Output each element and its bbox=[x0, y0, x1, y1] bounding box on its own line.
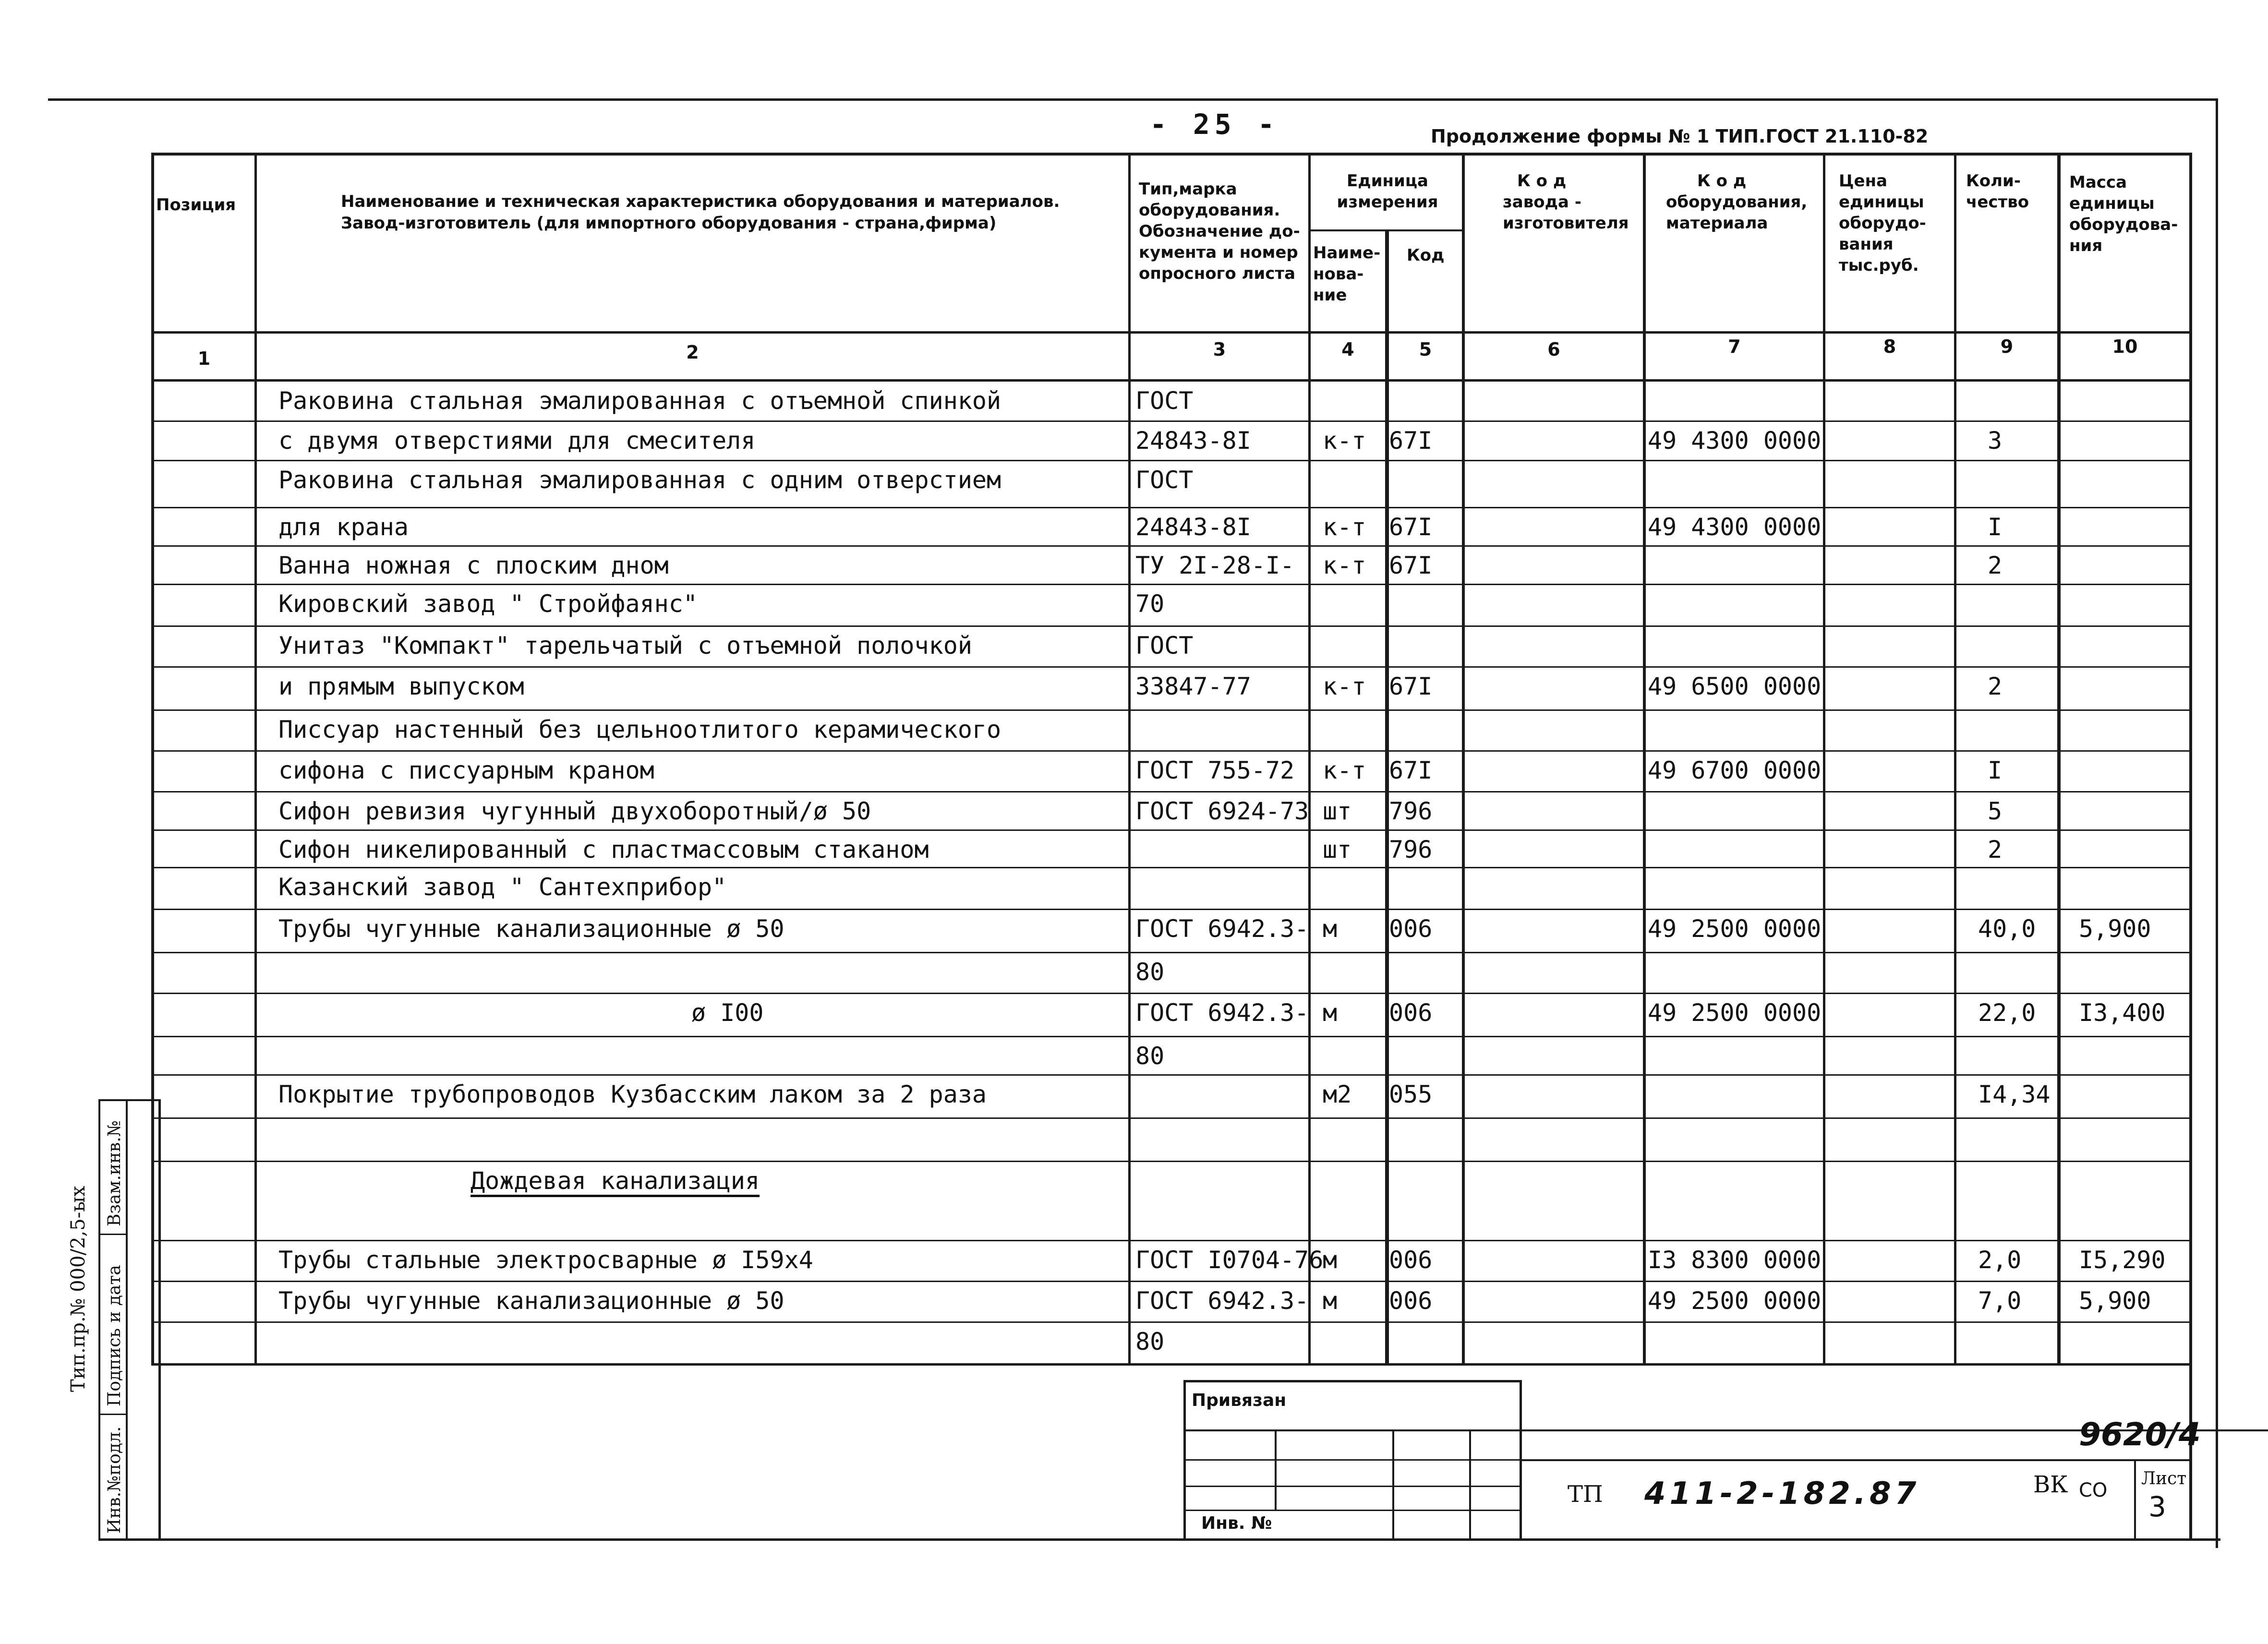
header-mass-line: единицы bbox=[2069, 194, 2155, 213]
col-line-0 bbox=[151, 153, 154, 1366]
column-number: 5 bbox=[1419, 339, 1432, 360]
row-separator bbox=[154, 909, 2192, 910]
col-line-9 bbox=[2057, 153, 2061, 1366]
cell-equip: 49 2500 0000 bbox=[1648, 999, 1822, 1027]
cell-name: Ванна ножная с плоским дном bbox=[278, 552, 669, 579]
cell-mass: I5,290 bbox=[2079, 1246, 2166, 1274]
column-number: 1 bbox=[197, 348, 211, 369]
header-quantity-line: Коли- bbox=[1966, 171, 2021, 191]
cell-type: ТУ 2I-28-I- bbox=[1135, 552, 1295, 579]
stamp-grid-v2 bbox=[1392, 1429, 1394, 1541]
header-equipment-line: материала bbox=[1666, 214, 1768, 233]
col-line-1 bbox=[254, 153, 257, 1366]
header-equipment-line: оборудования, bbox=[1666, 192, 1808, 212]
column-number: 4 bbox=[1341, 339, 1354, 360]
stamp-grid-v3 bbox=[1469, 1429, 1471, 1541]
header-type-line: кумента и номер bbox=[1139, 243, 1298, 262]
cell-unit: к-т bbox=[1323, 552, 1366, 579]
cell-type: 80 bbox=[1135, 1042, 1165, 1070]
col-line-2 bbox=[1128, 153, 1131, 1366]
header-equipment-line: К о д bbox=[1697, 171, 1747, 191]
row-separator bbox=[154, 584, 2192, 585]
cell-name: Покрытие трубопроводов Кузбасским лаком за 2 раза bbox=[278, 1080, 987, 1108]
side-strip-outer-line bbox=[158, 1099, 161, 1541]
cell-type: ГОСТ 6942.3- bbox=[1135, 999, 1309, 1027]
header-unit-line: измерения bbox=[1337, 192, 1438, 212]
row-separator bbox=[154, 709, 2192, 711]
cell-name: Казанский завод " Сантехприбор" bbox=[278, 873, 727, 901]
cell-code: 67I bbox=[1389, 672, 1433, 700]
header-mass-line: Масса bbox=[2069, 173, 2127, 192]
side-strip-left-line bbox=[98, 1099, 100, 1541]
page-top-border bbox=[48, 98, 2218, 101]
cell-type: ГОСТ 6924-73 bbox=[1135, 797, 1309, 825]
row-separator bbox=[154, 829, 2192, 831]
cell-name: Раковина стальная эмалированная с отъемной спинкой bbox=[278, 387, 1001, 415]
cell-code: 67I bbox=[1389, 427, 1433, 455]
cell-type: 70 bbox=[1135, 590, 1165, 618]
cell-name: Трубы стальные электросварные ø I59x4 bbox=[278, 1246, 813, 1274]
cell-type: 24843-8I bbox=[1135, 513, 1251, 541]
cell-unit: шт bbox=[1323, 797, 1352, 825]
header-name-line2: Завод-изготовитель (для импортного оборудования - страна,фирма) bbox=[341, 214, 997, 233]
side-strip-top-line bbox=[98, 1099, 158, 1101]
header-position: Позиция bbox=[156, 195, 236, 215]
row-separator bbox=[154, 791, 2192, 792]
column-number: 6 bbox=[1547, 339, 1560, 360]
side-strip-split-1 bbox=[98, 1234, 127, 1235]
header-mass-line: оборудова- bbox=[2069, 215, 2178, 234]
sheet-label: Лист bbox=[2141, 1469, 2187, 1488]
side-strip-bottom bbox=[98, 1538, 2220, 1541]
row-separator bbox=[154, 1281, 2192, 1282]
table-bottom-line bbox=[154, 1363, 2192, 1366]
inventory-label: Инв. № bbox=[1201, 1513, 1272, 1533]
cell-type: 24843-8I bbox=[1135, 427, 1251, 455]
cell-unit: шт bbox=[1323, 836, 1352, 864]
cell-equip: 49 6700 0000 bbox=[1648, 756, 1822, 784]
cell-type: ГОСТ bbox=[1135, 466, 1194, 494]
header-price-line: оборудо- bbox=[1839, 214, 1926, 233]
cell-qty: I bbox=[1988, 513, 2003, 541]
cell-qty: 2 bbox=[1988, 552, 2003, 579]
cell-name: с двумя отверстиями для смесителя bbox=[278, 427, 756, 455]
cell-type: 80 bbox=[1135, 958, 1165, 986]
row-separator bbox=[154, 1161, 2192, 1162]
cell-unit: м2 bbox=[1323, 1080, 1352, 1108]
stamp-top-line bbox=[1183, 1380, 1520, 1382]
table-top-line bbox=[154, 153, 2192, 156]
col-line-4 bbox=[1385, 229, 1389, 1366]
row-separator bbox=[154, 1074, 2192, 1076]
cell-name: сифона с писсуарным краном bbox=[278, 756, 654, 784]
col-line-5 bbox=[1462, 153, 1465, 1366]
header-price-line: Цена bbox=[1839, 171, 1888, 191]
row-separator bbox=[154, 507, 2192, 508]
header-price-line: тыс.руб. bbox=[1839, 256, 1919, 275]
header-factory-line: К о д bbox=[1517, 171, 1567, 191]
column-number: 3 bbox=[1213, 339, 1226, 360]
side-stamp-number: Тип.пр.№ 000/2,5-ых bbox=[67, 1186, 89, 1392]
header-type-line: Обозначение до- bbox=[1139, 222, 1300, 241]
stamp-right-top-line bbox=[1520, 1459, 2192, 1461]
row-separator bbox=[154, 1036, 2192, 1037]
column-number: 7 bbox=[1728, 336, 1741, 357]
header-bottom-line bbox=[154, 331, 2192, 334]
header-unit-group bbox=[1330, 170, 1445, 213]
header-type-line: Тип,марка bbox=[1139, 180, 1237, 199]
row-separator bbox=[154, 750, 2192, 752]
row-separator bbox=[154, 545, 2192, 547]
cell-qty: 40,0 bbox=[1978, 915, 2036, 943]
header-mass-line: ния bbox=[2069, 236, 2103, 255]
col-line-8 bbox=[1954, 153, 1956, 1366]
column-number: 10 bbox=[2112, 336, 2138, 357]
cell-unit: к-т bbox=[1323, 756, 1366, 784]
cell-unit: м bbox=[1323, 999, 1338, 1027]
header-unit-name-line: нова- bbox=[1313, 264, 1364, 284]
cell-name: Унитаз "Компакт" тарельчатый с отъемной полочкой bbox=[278, 632, 972, 660]
side-strip-right-line bbox=[126, 1099, 128, 1541]
cell-qty: 22,0 bbox=[1978, 999, 2036, 1027]
cell-code: 006 bbox=[1389, 999, 1433, 1027]
col-line-7 bbox=[1823, 153, 1825, 1366]
cell-unit: к-т bbox=[1323, 672, 1366, 700]
header-name-line1: Наименование и техническая характеристика оборудования и материалов. bbox=[341, 192, 1060, 211]
cell-qty: I bbox=[1988, 756, 2003, 784]
header-unit-name-line: ние bbox=[1313, 286, 1347, 305]
cell-qty: 2,0 bbox=[1978, 1246, 2022, 1274]
cell-name: и прямым выпуском bbox=[278, 672, 524, 700]
cell-unit: м bbox=[1323, 1287, 1338, 1315]
form-continuation-note: Продолжение формы № 1 ТИП.ГОСТ 21.110-82 bbox=[1431, 126, 1929, 147]
row-separator bbox=[154, 867, 2192, 868]
side-label-inv: Инв.№подл. bbox=[105, 1426, 124, 1534]
header-unit-code: Код bbox=[1407, 246, 1445, 265]
cell-name: Писсуар настенный без цельноотлитого керамического bbox=[278, 716, 1001, 744]
row-separator bbox=[154, 460, 2192, 461]
row-separator bbox=[154, 993, 2192, 994]
section-sub-label: СО bbox=[2079, 1479, 2108, 1501]
document-number: 411-2-182.87 bbox=[1644, 1476, 1920, 1512]
page-number: - 25 - bbox=[1150, 108, 1279, 141]
cell-equip: 49 2500 0000 bbox=[1648, 915, 1822, 943]
cell-unit: к-т bbox=[1323, 427, 1366, 455]
cell-mass: 5,900 bbox=[2079, 915, 2151, 943]
cell-code: 055 bbox=[1389, 1080, 1433, 1108]
section-label: ВК bbox=[2033, 1471, 2068, 1498]
cell-name: Сифон никелированный с пластмассовым стаканом bbox=[278, 836, 929, 864]
header-unit-name-line: Наиме- bbox=[1313, 243, 1381, 263]
cell-mass: I3,400 bbox=[2079, 999, 2166, 1027]
header-price-line: вания bbox=[1839, 235, 1894, 254]
row-separator bbox=[154, 420, 2192, 422]
cell-type: ГОСТ bbox=[1135, 387, 1194, 415]
col-line-10 bbox=[2189, 153, 2192, 1366]
cell-code: 67I bbox=[1389, 756, 1433, 784]
cell-unit: м bbox=[1323, 915, 1338, 943]
column-number: 2 bbox=[686, 342, 699, 363]
cell-equip: 49 4300 0000 bbox=[1648, 513, 1822, 541]
tp-label: ТП bbox=[1568, 1481, 1603, 1508]
header-quantity-line: чество bbox=[1966, 192, 2029, 212]
cell-name: Трубы чугунные канализационные ø 50 bbox=[278, 915, 784, 943]
cell-name: ø I00 bbox=[691, 999, 764, 1027]
header-factory-code bbox=[1503, 170, 1629, 234]
page-right-border bbox=[2216, 98, 2218, 1548]
cell-type: ГОСТ 6942.3- bbox=[1135, 1287, 1309, 1315]
row-separator bbox=[154, 1321, 2192, 1323]
header-factory-line: изготовителя bbox=[1503, 214, 1629, 233]
cell-unit: к-т bbox=[1323, 513, 1366, 541]
cell-type: ГОСТ 6942.3- bbox=[1135, 915, 1309, 943]
cell-code: 796 bbox=[1389, 836, 1433, 864]
cell-code: 67I bbox=[1389, 513, 1433, 541]
cell-mass: 5,900 bbox=[2079, 1287, 2151, 1315]
header-type-line: оборудования. bbox=[1139, 201, 1280, 220]
column-number: 9 bbox=[2000, 336, 2014, 357]
row-separator bbox=[154, 666, 2192, 668]
column-number: 8 bbox=[1883, 336, 1896, 357]
cell-qty: I4,34 bbox=[1978, 1080, 2051, 1108]
cell-qty: 2 bbox=[1988, 672, 2003, 700]
cell-equip: 49 6500 0000 bbox=[1648, 672, 1822, 700]
header-unit-name bbox=[1313, 242, 1380, 306]
header-price bbox=[1839, 170, 1926, 276]
cell-type: ГОСТ I0704-76 bbox=[1135, 1246, 1324, 1274]
cell-type: ГОСТ 755-72 bbox=[1135, 756, 1295, 784]
cell-type: 80 bbox=[1135, 1328, 1165, 1356]
cell-name: Трубы чугунные канализационные ø 50 bbox=[278, 1287, 784, 1315]
header-type-block bbox=[1139, 179, 1300, 284]
header-price-line: единицы bbox=[1839, 192, 1924, 212]
cell-qty: 3 bbox=[1988, 427, 2003, 455]
handwritten-code: 9620/4 bbox=[2079, 1416, 2201, 1453]
sheet-box-line bbox=[2134, 1459, 2136, 1541]
cell-code: 006 bbox=[1389, 1246, 1433, 1274]
col-line-6 bbox=[1643, 153, 1646, 1366]
cell-qty: 7,0 bbox=[1978, 1287, 2022, 1315]
cell-unit: м bbox=[1323, 1246, 1338, 1274]
row-separator bbox=[154, 1240, 2192, 1241]
row-separator bbox=[154, 952, 2192, 953]
cell-name: Дождевая канализация bbox=[470, 1167, 760, 1195]
cell-type: ГОСТ bbox=[1135, 632, 1194, 660]
cell-code: 67I bbox=[1389, 552, 1433, 579]
header-equipment-code bbox=[1666, 170, 1807, 234]
sheet-number: 3 bbox=[2148, 1490, 2166, 1523]
cell-equip: 49 2500 0000 bbox=[1648, 1287, 1822, 1315]
stamp-grid-v1 bbox=[1275, 1429, 1277, 1511]
cell-code: 006 bbox=[1389, 915, 1433, 943]
cell-name: Кировский завод " Стройфаянс" bbox=[278, 590, 698, 618]
side-label-sign: Подпись и дата bbox=[105, 1265, 124, 1406]
side-label-replace: Взам.инв.№ bbox=[105, 1120, 124, 1226]
cell-code: 006 bbox=[1389, 1287, 1433, 1315]
cell-equip: I3 8300 0000 bbox=[1648, 1246, 1822, 1274]
cell-qty: 5 bbox=[1988, 797, 2003, 825]
header-factory-line: завода - bbox=[1503, 192, 1581, 212]
bound-label: Привязан bbox=[1192, 1391, 1287, 1410]
row-separator bbox=[154, 625, 2192, 627]
header-unit-line: Единица bbox=[1347, 171, 1428, 191]
cell-name: для крана bbox=[278, 513, 409, 541]
row-separator bbox=[154, 1117, 2192, 1119]
colnum-bottom-line bbox=[154, 379, 2192, 382]
side-strip-split-2 bbox=[98, 1414, 127, 1415]
cell-qty: 2 bbox=[1988, 836, 2003, 864]
header-mass bbox=[2069, 172, 2178, 256]
cell-equip: 49 4300 0000 bbox=[1648, 427, 1822, 455]
cell-type: 33847-77 bbox=[1135, 672, 1251, 700]
col-line-3 bbox=[1308, 153, 1311, 1366]
header-quantity bbox=[1966, 170, 2029, 213]
header-type-line: опросного листа bbox=[1139, 264, 1296, 283]
cell-code: 796 bbox=[1389, 797, 1433, 825]
cell-name: Раковина стальная эмалированная с одним отверстием bbox=[278, 466, 1001, 494]
cell-name: Сифон ревизия чугунный двухоборотный/ø 50 bbox=[278, 797, 871, 825]
